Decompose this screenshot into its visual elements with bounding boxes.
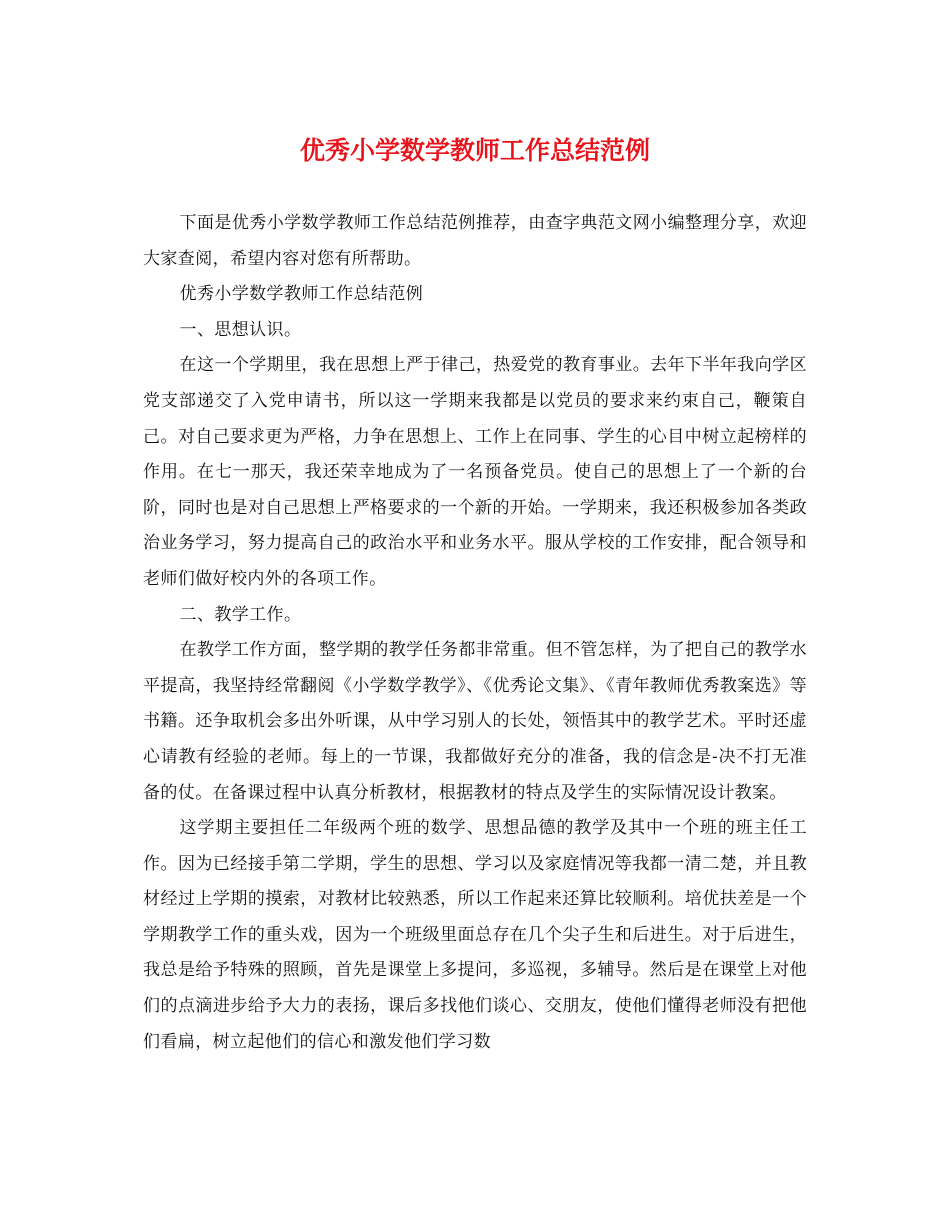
thought-paragraph: 在这一个学期里，我在思想上严于律己，热爱党的教育事业。去年下半年我向学区党支部递交了入党申请书，所以这一学期来我都是以党员的要求来约束自己，鞭策自己。对自己要求更为严格，力争在思想上、工作上在同事、学生的心目中树立起榜样的作用。在七一那天，我还荣幸地成为了一名预备党员。使自己的思想上了一个新的台阶，同时也是对自己思想上严格要求的一个新的开始。一学期来，我还积极参加各类政治业务学习，努力提高自己的政治水平和业务水平。服从学校的工作安排，配合领导和老师们做好校内外的各项工作。: [143, 355, 807, 589]
document-title: 优秀小学数学教师工作总结范例: [299, 136, 650, 165]
section-heading-thought: 一、思想认识。: [179, 319, 302, 340]
document-body: [143, 206, 807, 1060]
teaching-paragraph: 在教学工作方面，整学期的教学任务都非常重。但不管怎样，为了把自己的教学水平提高，我坚持经常翻阅《小学数学教学》、《优秀论文集》、《青年教师优秀教案选》等书籍。还争取机会多出外听课，从中学习别人的长处，领悟其中的教学艺术。平时还虚心请教有经验的老师。每上的一节课，我都做好充分的准备，我的信念是-决不打无准备的仗。在备课过程中认真分析教材，根据教材的特点及学生的实际情况设计教案。: [143, 640, 807, 803]
section-heading-teaching: 二、教学工作。: [179, 604, 302, 625]
subtitle-paragraph: 优秀小学数学教师工作总结范例: [179, 284, 424, 305]
semester-paragraph: 这学期主要担任二年级两个班的数学、思想品德的教学及其中一个班的班主任工作。因为已经接手第二学期，学生的思想、学习以及家庭情况等我都一清二楚，并且教材经过上学期的摸索，对教材比较熟悉，所以工作起来还算比较顺利。培优扶差是一个学期教学工作的重头戏，因为一个班级里面总存在几个尖子生和后进生。对于后进生，我总是给予特殊的照顾，首先是课堂上多提问，多巡视，多辅导。然后是在课堂上对他们的点滴进步给予大力的表扬，课后多找他们谈心、交朋友，使他们懂得老师没有把他们看扁，树立起他们的信心和激发他们学习数: [143, 818, 807, 1052]
intro-paragraph: 下面是优秀小学数学教师工作总结范例推荐，由查字典范文网小编整理分享，欢迎大家查阅，希望内容对您有所帮助。: [143, 213, 807, 269]
